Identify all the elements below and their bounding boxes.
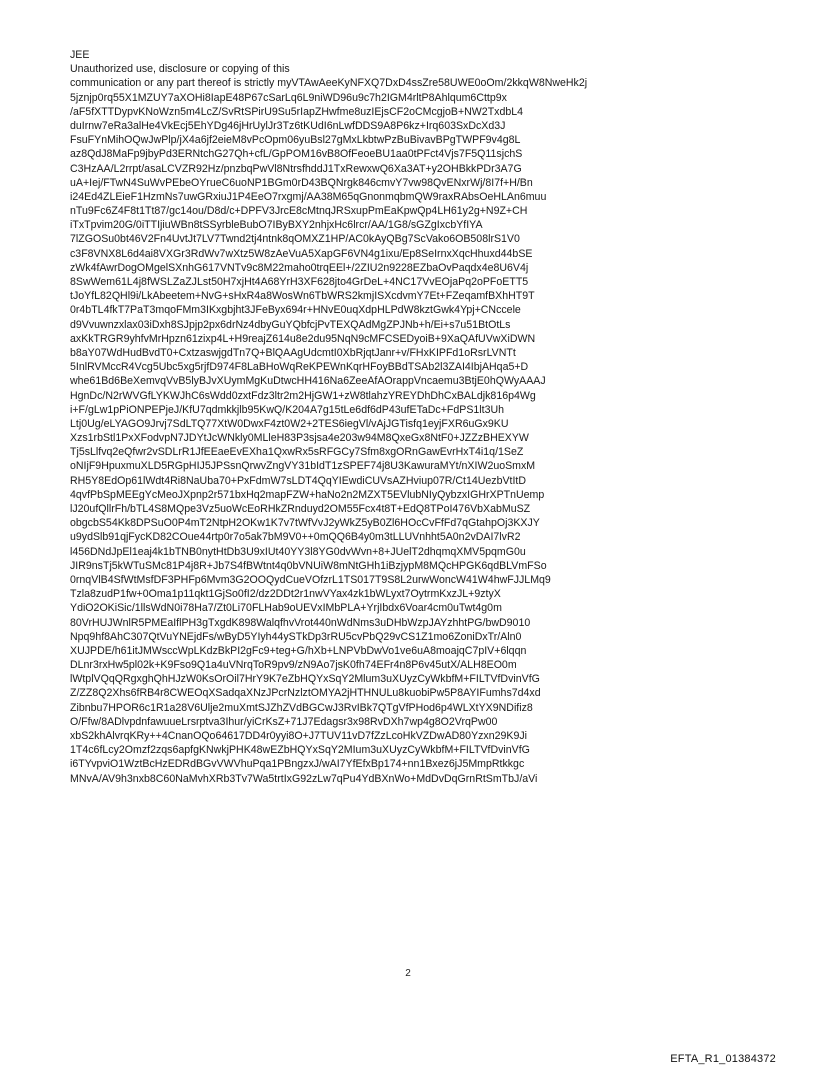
text-line: HgnDc/N2rWVGfLYKWJhC6sWdd0zxtFdz3ltr2m2HjGW1+zW8tlahzYREYDhDhCxBALdjk816p4Wg (70, 389, 536, 402)
text-line: b8aY07WdHudBvdT0+CxtzaswjgdTn7Q+BlQAAgUdcmtI0XbRjqtJanr+v/FHxKIPFd1oRsrLVNTt (70, 346, 516, 359)
text-line: i24Ed4ZLEieF1HzmNs7uwGRxiuJ1P4EeO7rxgmj/AA38M65qGnonmqbmQW9raxRAbsOeHLAn6muu (70, 190, 547, 203)
text-line: DLnr3rxHw5pl02k+K9Fso9Q1a4uVNrqToR9pv9/zN9Ao7jsK0fh74EFr4n8P6v45utX/ALH8EO0m (70, 659, 517, 672)
text-line: 80VrHUJWnlR5PMEaIflPH3gTxgdK898WalqfhvVrot440nWdNms3uDHbWzpJAYzhhtPG/bwD9010 (70, 616, 531, 629)
text-line: 8SwWem61L4j8fWSLZaZJLst50H7xjHt4A68YrH3XF628jto4GrDeL+4NC17VvEOjaPq2oPFoETT5 (70, 276, 529, 288)
text-line: lWtplVQqQRgxghQhHJzW0KsOrOil7HrY9K7eZbHQYxSqY2Mlum3uXUyzCyWkbfM+FILTVfDvinVfG (70, 673, 540, 686)
text-line: l456DNdJpEl1eaj4k1bTNB0nytHtDb3U9xIUt40YY3l8YG0dvWvn+8+JUelT2dhqmqXMV5pqmG0u (70, 545, 526, 558)
text-line: 5jznjp0rq55X1MZUY7aXOHi8IapE48P67cSarLq6L9niWD96u9c7h2IGM4rltP8Ahlqum6Cttp9x (70, 91, 507, 104)
text-line: i+F/gLw1pPiONPEPjeJ/KfU7qdmkkjlb95KwQ/K204A7g15tLe6df6dP43ufETaDc+FdPS1lt3Uh (70, 403, 505, 416)
text-line: 0r4bTL4fkT7PaT3mqoFMm3IKxgbjht3JFeByx694r+HNvE0uqXdpHLPdW8kztGwk4Ypj+CNccele (70, 304, 521, 317)
text-line: Npq9hf8AhC307QtVuYNEjdFs/wByD5YIyh44ySTkDp3rRU5cvPbQ29vCS1Z1mo6ZoniDxTr/Aln0 (70, 630, 522, 643)
text-line: Ltj0Ug/eLYAGO9Jrvj7SdLTQ77XtW0DwxF4zt0W2+2TES6iegVl/vAjJGTisfq1eyjFXR6uGx9KU (70, 417, 509, 430)
text-line: JIR9nsTj5kWTuSMc81P4j8R+Jb7S4fBWtnt4q0bVNUiW8mNtGHh1iBzjypM8MQcHPGK6qdBLVmFSo (70, 559, 547, 572)
text-line: uA+Iej/FTwN4SuWvPEbeOYrueC6uoNP1BGm0rD43BQNrgk846cmvY7vw98QvENxrWj/8I7f+H/Bn (70, 176, 533, 189)
text-line: 1T4c6fLcy2Omzf2zqs6apfgKNwkjPHK48wEZbHQYxSqY2MIum3uXUyzCyWkbfM+FILTVfDvinVfG (70, 744, 530, 757)
text-line: az8QdJ8MaFp9jbyPd3ERNtchG27Qh+cfL/GpPOM16vB8OfFeoeBU1aa0tPFct4Vjs7F5Q11sjchS (70, 148, 523, 161)
text-line: 5InlRVMccR4Vcg5Ubc5xg5rjfD974F8LaBHoWqReKPEWnKqrHFoyBBdTSAb2l3ZAI4IbjAHqa5+D (70, 361, 529, 374)
document-heading: JEE (70, 49, 90, 61)
text-line: YdiO2OKiSic/1llsWdN0i78Ha7/Zt0Li70FLHab9oUEVxIMbPLA+YrjIbdx6Voar4cm0uTwt4g0m (70, 602, 502, 615)
text-line: O/Ffw/8ADlvpdnfawuueLrsrptva3Ihur/yiCrKsZ+71J7Edagsr3x98RvDXh7wp4g8O2VrqPw00 (70, 715, 498, 728)
text-line: xbS2khAlvrqKRy++4CnanOQo64617DD4r0yyi8O+J7TUV11vD7fZzLcoHkVZDwAD80Yzxn29K9Ji (70, 730, 528, 742)
text-line: C3HzAA/L2rrpt/asaLCVZR92Hz/pnzbqPwVl8NtrsfhddJ1TxRewxwQ6Xa3AT+y2OHBkkPDr3A7G (70, 162, 522, 175)
text-line: XUJPDE/h61itJMWsccWpLKdzBkPI2gFc9+teg+G/hXb+LNPVbDwVo1ve6uA8moajqC7pIV+6lqqn (70, 644, 527, 657)
bates-number: EFTA_R1_01384372 (670, 1053, 776, 1065)
text-line: nTu9Fc6Z4F8t1Tt87/gc14ou/D8d/c+DPFV3JrcE8cMtnqJRSxupPmEaKpwQp4LH61y2g+N9Z+CH (70, 205, 528, 218)
text-line: zWk4fAwrDogOMgelSXnhG617VNTv9c8M22maho0trqEEl+/2ZIU2n9228EZbaOvPaqdx4e8U6V4j (70, 261, 529, 274)
text-line: 0rnqVlB4SfWtMsfDF3PHFp6Mvm3G2OOQydCueVOfzrL1TS017T9S8L2urwWoncW41W4hwFJJLMq9 (70, 573, 551, 586)
text-line: axKkTRGR9yhfvMrHpzn61zixp4L+H9reajZ614u8e2du95NqN9cMFCSEDyoiB+9XaQAfUVwXiDWN (70, 332, 536, 345)
text-line: MNvA/AV9h3nxb8C60NaMvhXRb3Tv7Wa5trtIxG92zLw7qPu4YdBXnWo+MdDvDqGrnRtSmTbJ/aVi (70, 772, 538, 785)
document-body (70, 48, 770, 786)
text-line: c3F8VNX8L6d4ai8VXGr3RdWv7wXtz5W8zAeVuA5XapGF6VN4g1ixu/Ep8SeIrnxXqcHhuxd44bSE (70, 247, 533, 260)
text-line: duIrnw7eRa3alHe4VkEcj5EhYDg46jHrUylJr3Tz6tKUdI6nLwfDDS9A8P6kz+Irq603SxDcXd3J (70, 119, 506, 132)
text-line: d9Vvuwnzxlax03iDxh8SJpjp2px6drNz4dbyGuYQbfcjPvTEXQAdMgZPJNb+h/Ei+s7u51BtOtLs (70, 318, 511, 331)
text-line: whe61Bd6BeXemvqVvB5lyBJvXUymMgKuDtwcHH416Na6ZeeAfAOrappVncaemu3BtjE0hQWyAAAJ (70, 375, 546, 388)
text-line: oNIjF9HpuxmuXLD5RGpHIJ5JPSsnQrwvZngVY31bIdT1zSPEF74j8U3KawuraMYt/nXIW2uoSmxM (70, 460, 536, 473)
text-line: Tzla8zudP1fw+0Oma1p11qkt1GjSo0fI2/dz2DDt2r1nwVYax4zk1bWLyxt7OytrmKxzJL+9ztyX (70, 588, 501, 601)
text-line: Tj5sLlfvq2eQfwr2vSDLrR1JfEEaeEvEXha1QxwRx5sRFGCy7Sfm8xgORnGawEvrHxT4i1q/1SeZ (70, 446, 524, 459)
text-line: RH5Y8EdOp61lWdt4Ri8NaUba70+PxFdmW7sLDT4QqYIEwdiCUVsAZHviup07R/Ct14UezbVtItD (70, 474, 527, 487)
text-line: Z/ZZ8Q2Xhs6fRB4r8CWEOqXSadqaXNzJPcrNzlztOMYA2jHTHNULu8kuobiPw5P8AYIFumhs7d4xd (70, 687, 541, 700)
text-line: FsuFYnMihOQwJwPlp/jX4a6jf2eieM8vPcOpm06yuBsl27gMxLkbtwPzBuBivavBPgTWPF9v4g8L (70, 134, 521, 147)
text-line: tJoYfL82QHl9i/LkAbeetem+NvG+sHxR4a8WosWn6TbWRS2kmjISXcdvmY7Et+FZeqamfBXhHT9T (70, 290, 535, 303)
text-line: 7lZGOSu0bt46V2Fn4UvtJt7LV7Twnd2tj4ntnk8qOMXZ1HP/AC0kAyQBg7ScVako6OB508lrS1V0 (70, 233, 520, 246)
page-number: 2 (405, 968, 411, 979)
text-line: /aF5fXTTDypvKNoWzn5m4LcZ/SvRtSPirU9Su5rIapZHwfme8uzIEjsCF2oCMcgjoB+NW2TxdbL4 (70, 105, 524, 118)
text-line: obgcbS54Kk8DPSuO0P4mT2NtpH2OKw1K7v7tWfVvJ2yWkZ5yB0Zl6HOcCvFfFd7qGtahpOj3KXJY (70, 517, 540, 530)
text-line: i6TYvpviO1WztBcHzEDRdBGvVWVhuPqa1PBngzxJ/wAI7YfEfxBp174+nn1Bxez6jJ5MmpRtkkgc (70, 758, 525, 771)
text-line: iTxTpvim20G/0iTTIjiuWBn8tSSyrbleBubO7IByBXY2nhjxHc6lrcr/AA/1G8/sGZgIxcbYfIYA (70, 219, 483, 232)
text-line: Xzs1rbStl1PxXFodvpN7JDYtJcWNkly0MLleH83P3sjsa4e203w94M8QxeGx8NtF0+JZZzBHEXYW (70, 432, 529, 445)
text-line: Unauthorized use, disclosure or copying of this (70, 63, 290, 76)
text-line: 4qvfPbSpMEEgYcMeoJXpnp2r571bxHq2mapFZW+haNo2n2MZXT5EVlubNIyQybzxIGHrXPTnUemp (70, 488, 545, 501)
text-line: lJ20ufQllrFh/bTL4S8MQpe3Vz5uoWcEoRHkZRnduyd2OM55Fcx4t8T+EdQ8TPoI476VbXabMuSZ (70, 503, 531, 515)
text-line: communication or any part thereof is strictly myVTAwAeeKyNFXQ7DxD4ssZre58UWE0oOm/2kkqW8NweHk2j (70, 77, 588, 90)
text-line: Zibnbu7HPOR6c1R1a28V6Ulje2muXmtSJZhZVdBGCwJ3RvIBk7QTgVfPHod6p4WLXtYX9NDifiz8 (70, 701, 533, 714)
text-line: u9ydSlb91qjFycKD82COue44rtp0r7o5ak7bM9V0++0mQQ6B4y0m3tLLUVnhht5A0n2vDAI7lvR2 (70, 531, 521, 544)
